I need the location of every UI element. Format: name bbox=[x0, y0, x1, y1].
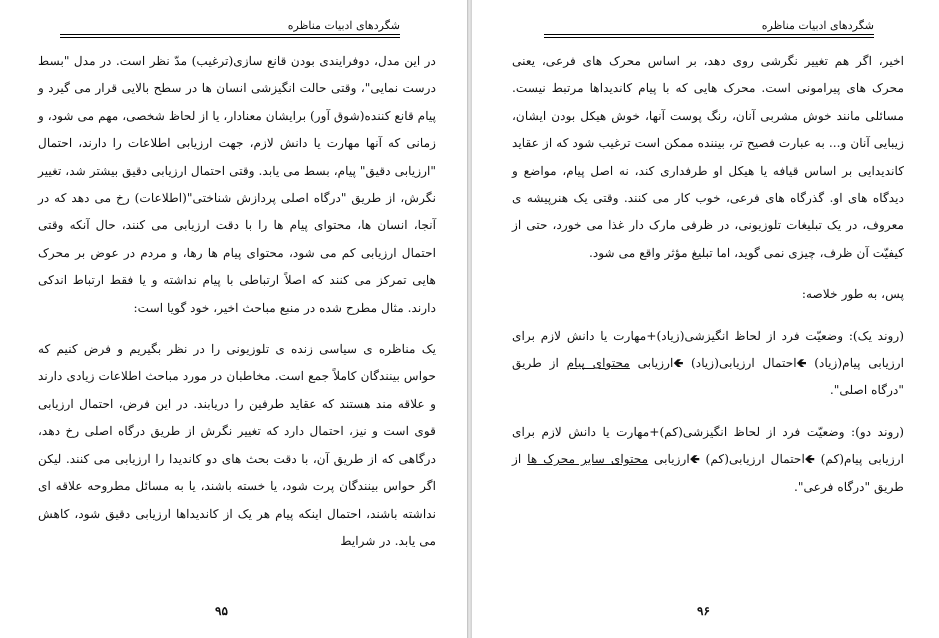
route-one bbox=[512, 323, 904, 405]
left-page-body bbox=[38, 48, 436, 555]
underlined-term: محتوای پیام bbox=[566, 356, 630, 371]
arrow-left-icon: 🡸 bbox=[673, 356, 684, 371]
right-page-body bbox=[512, 48, 904, 501]
route-text: ارزیابی bbox=[648, 452, 690, 467]
route-text: ارزیابی bbox=[629, 356, 674, 371]
arrow-left-icon: 🡸 bbox=[796, 356, 807, 371]
running-header-title: شگردهای ادبیات مناظره bbox=[287, 19, 400, 32]
paragraph: یک مناظره ی سیاسی زنده ی تلوزیونی را در نظر بگیریم و فرض کنیم که حواس بینندگان کاملاً جمع است. مخاطبان در مورد مباحث اطلاعات زیادی دارند و علاقه مند هستند که عقاید طرفین را دریابند. در این فرض، احتمال ارزیابی قوی است و نیز، احتمال دارد که تغییر نگرش از طریق درگاه اصلی رخ دهد، درگاهی که از طریق آن، با دقت بحث های دو کاندیدا را ارزیابی می کنند. لیکن اگر حواس بینندگان پرت شود، یا خسته باشند، یا به مسائل مطروحه علاقه ای نداشته باشند، احتمال اینکه پیام هر یک از کاندیداها ارزیابی دقیق شود، کاهش می یابد. در شرایط bbox=[38, 342, 436, 548]
arrow-left-icon: 🡸 bbox=[689, 452, 700, 467]
route-text: از طریق "درگاه اصلی". bbox=[512, 356, 904, 398]
paragraph: اخیر، اگر هم تغییر نگرشی روی دهد، بر اساس محرک های فرعی، یعنی محرک های پیرامونی است. محرک هایی که با پیام کاندیداها مرتبط نیست. مسائلی مانند خوش مشربی آنان، رنگ پوست آنها، خوش هیکل بودن ایشان، زیبایی آنان و... به عبارت فصیح تر، بیننده ممکن است ترغیب شود که از عقاید کاندیدایی بر اساس قیافه یا هیکل او طرفداری کند، نه اصل پیام، مواضع و دیدگاه های او. گذرگاه های فرعی، خوب کار می کنند. وقتی یک هنرپیشه ی معروف، در یک تبلیغات تلوزیونی، در ظرفی مارک دار غذا می خورد، حتی از کیفیّت آن ظرف، چیزی نمی گوید، اما تبلیغ مؤثر واقع می شود. bbox=[512, 54, 904, 260]
right-page bbox=[472, 0, 939, 638]
route-text: احتمال ارزیابی(زیاد) bbox=[683, 356, 797, 371]
arrow-left-icon: 🡸 bbox=[804, 452, 815, 467]
paragraph: در این مدل، دوفرایندی بودن قانع سازی(ترغیب) مدّ نظر است. در مدل "بسط درست نمایی"، وقتی حالت انگیزشی انسان ها در سطح بالایی قرار می گیرد و پیام قانع کننده(شوق آور) برایشان معنادار، یا از لحاظ شخصی، مهم می شود، و زمانی که آنها مهارت یا دانش لازم، جهت ارزیابی اطلاعات را دارند، احتمال "ارزیابی دقیق" پیام، بسط می یابد. وقتی احتمال ارزیابی دقیق بیشتر شد، تغییر نگرش، از طریق "درگاه اصلی پردازش شناختی"(اطلاعات) رخ می دهد که در آنجا، انسان ها، محتوای پیام ها را با دقت ارزیابی می کنند، حال آنکه وقتی احتمال ارزیابی کم می شود، محتوای پیام ها رها، و مردم در عوض بر محرک هایی تمرکز می کنند که اصلاً ارتباطی با پیام نداشته و یا فقط ارتباط اندکی دارند. مثال مطرح شده در منبع مباحث اخیر، خود گویا است: bbox=[38, 54, 436, 315]
underlined-term: محتوای سایر محرک ها bbox=[527, 452, 649, 467]
route-two bbox=[512, 419, 904, 501]
page-number: ۹۶ bbox=[697, 604, 710, 618]
route-text: (روند یک): وضعیّت فرد از لحاظ انگیزشی(زیاد)+مهارت یا دانش لازم برای ارزیابی پیام(زیاد) bbox=[512, 328, 905, 371]
left-page bbox=[0, 0, 467, 638]
running-header-title: شگردهای ادبیات مناظره bbox=[761, 19, 874, 32]
route-text: از طریق "درگاه فرعی". bbox=[512, 452, 904, 494]
route-text: احتمال ارزیابی(کم) bbox=[699, 452, 805, 467]
summary-intro: پس، به طور خلاصه: bbox=[801, 287, 904, 302]
page-number: ۹۵ bbox=[215, 604, 228, 618]
running-header bbox=[544, 14, 874, 35]
running-header bbox=[60, 14, 400, 35]
route-text: (روند دو): وضعیّت فرد از لحاظ انگیزشی(کم)+مهارت یا دانش لازم برای ارزیابی پیام(کم) bbox=[512, 424, 905, 467]
